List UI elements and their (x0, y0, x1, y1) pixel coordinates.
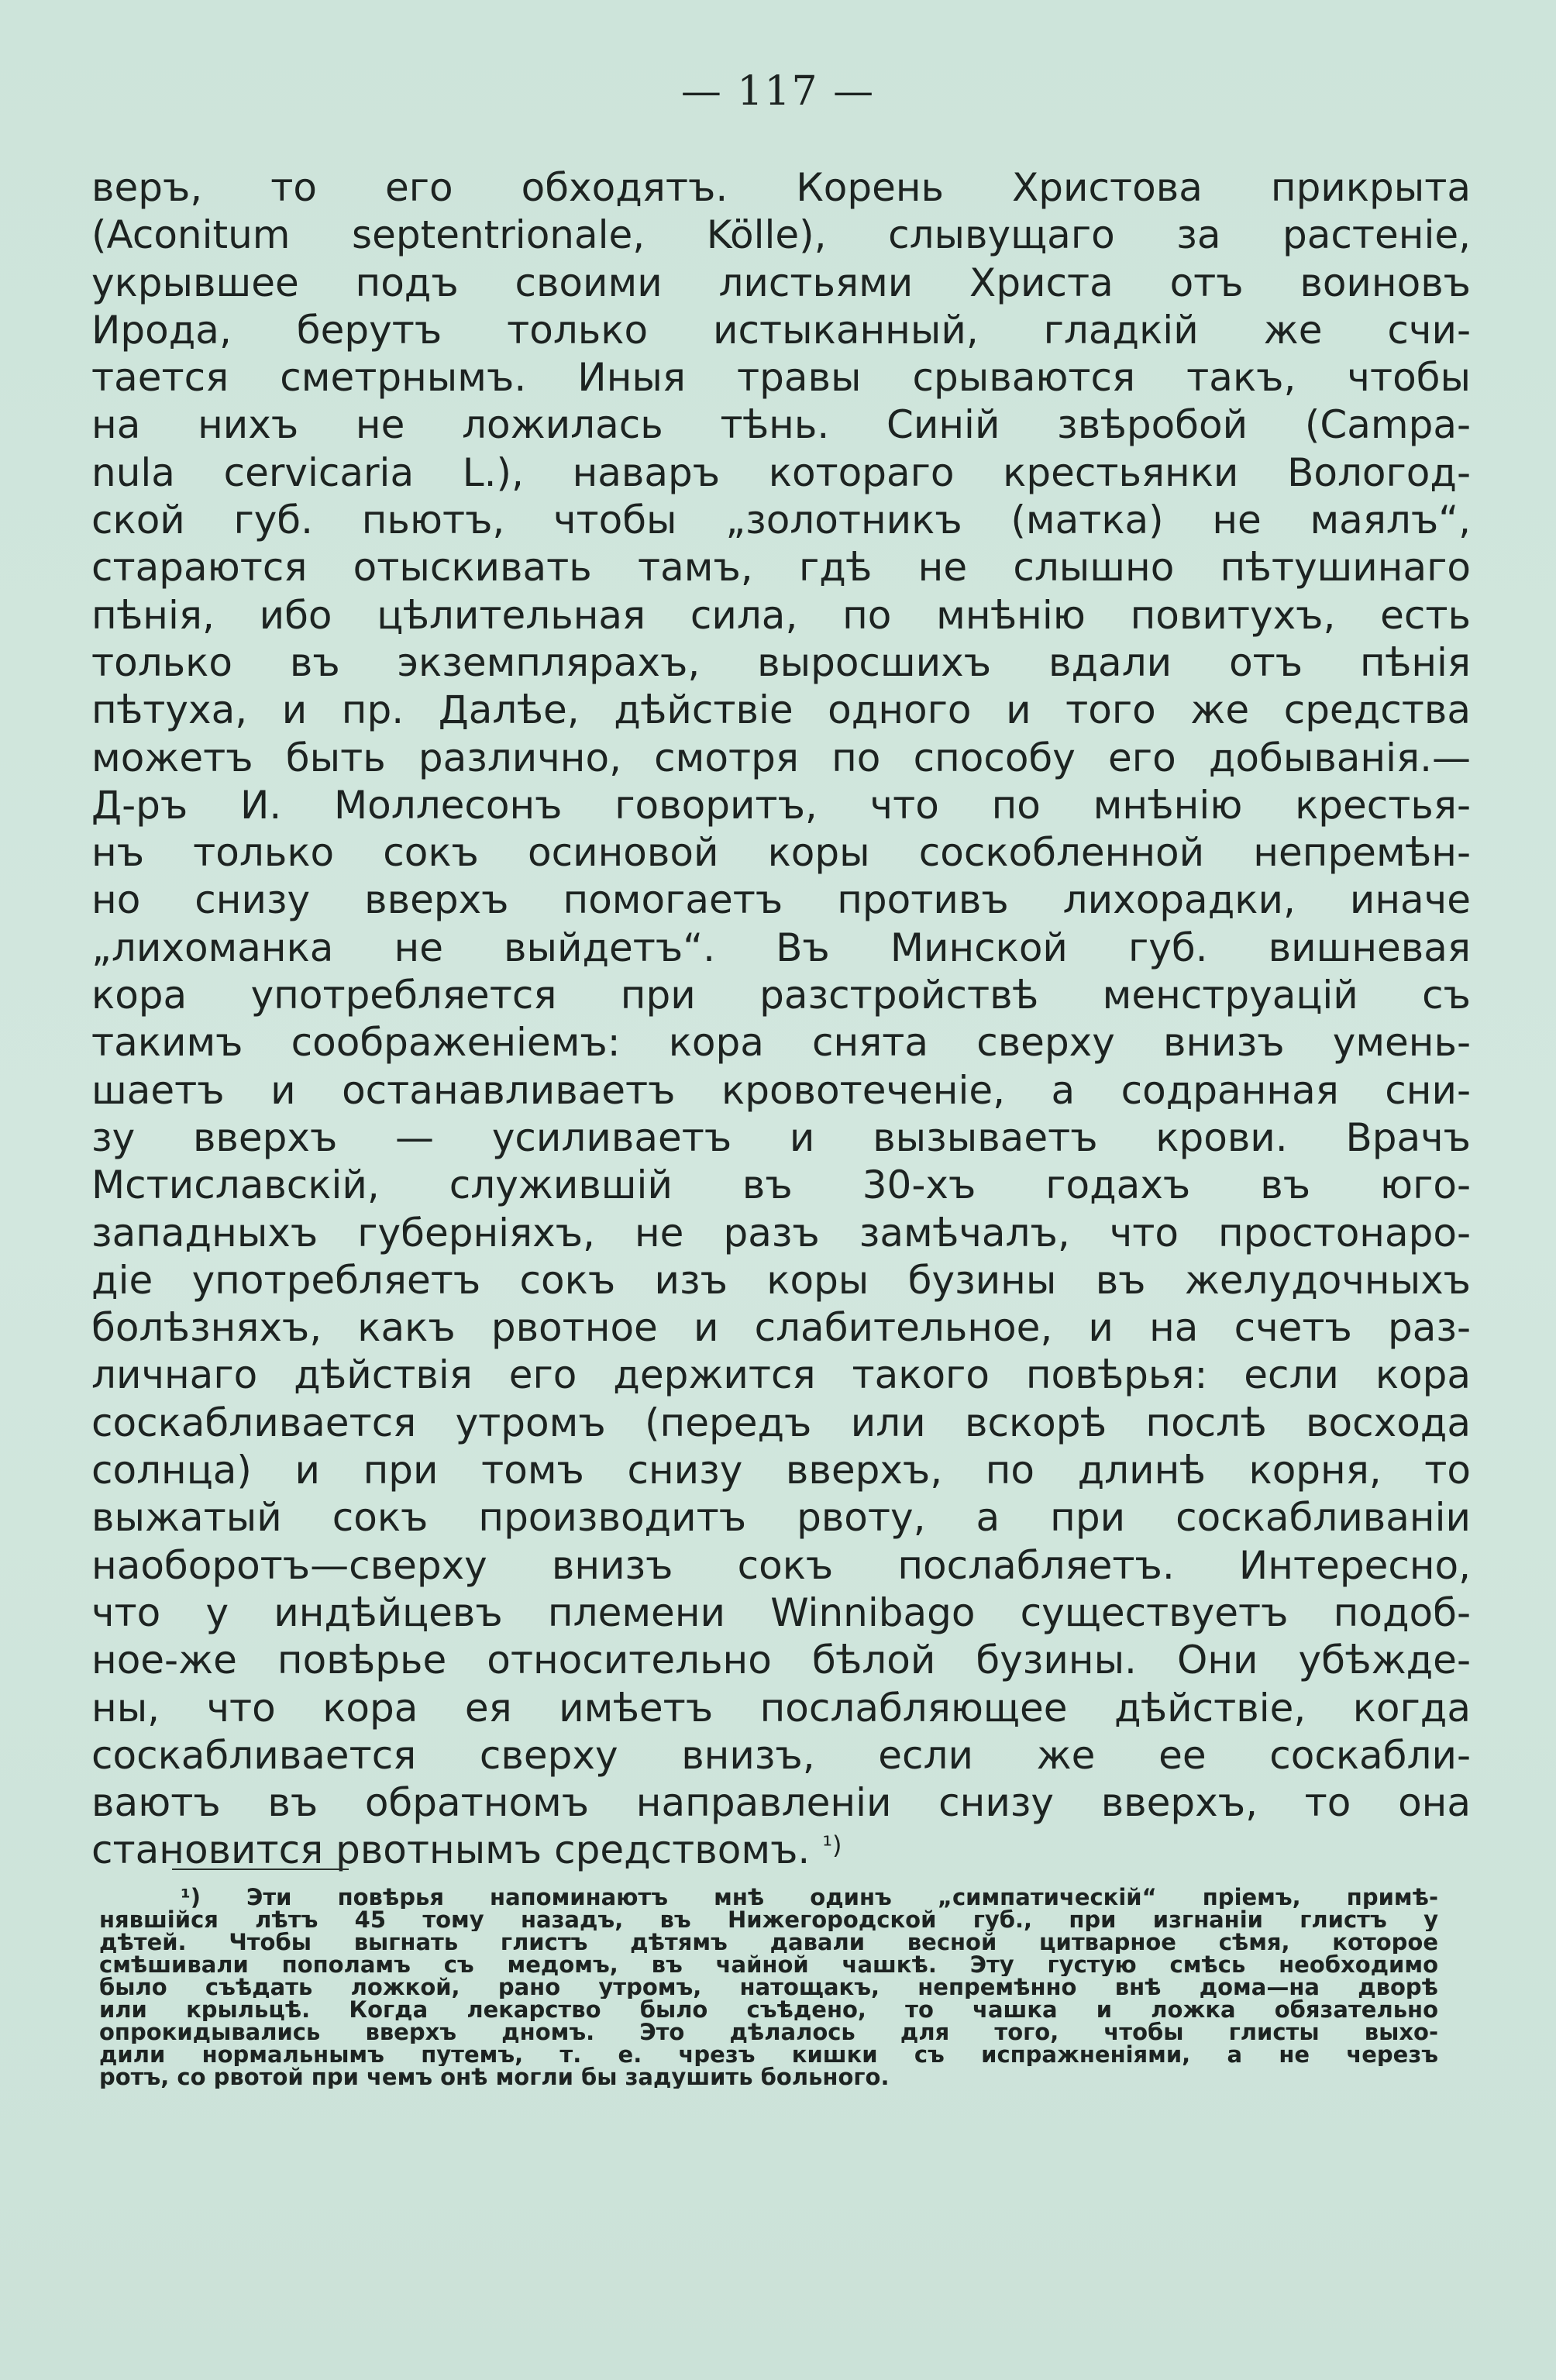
text-line: только въ экземплярахъ, выросшихъ вдали отъ пѣнія (91, 639, 1471, 685)
text-line: ное-же повѣрье относительно бѣлой бузины. Они убѣжде- (91, 1638, 1471, 1683)
text-line: ской губ. пьютъ, чтобы „золотникъ (матка) не маялъ“, (91, 498, 1471, 543)
text-line: стараются отыскивать тамъ, гдѣ не слышно пѣтушинаго (91, 545, 1471, 591)
text-line: такимъ соображеніемъ: кора снята сверху внизъ умень- (91, 1020, 1471, 1066)
text-line: зу вверхъ — усиливаетъ и вызываетъ крови. Врачъ (91, 1114, 1471, 1160)
text-line: тается сметрнымъ. Иныя травы срываются такъ, чтобы (91, 355, 1471, 401)
text-line: солнца) и при томъ снизу вверхъ, по длинѣ корня, то (91, 1448, 1471, 1493)
text-line: Ирода, берутъ только истыканный, гладкій же счи- (91, 307, 1471, 353)
text-line: соскабливается утромъ (передъ или вскорѣ послѣ восхода (91, 1400, 1471, 1445)
text-line: что у индѣйцевъ племени Winnibago существуетъ подоб- (91, 1590, 1471, 1635)
text-line: нъ только сокъ осиновой коры соскобленной непремѣн- (91, 830, 1471, 876)
footnote-line: дѣтей. Чтобы выгнать глистъ дѣтямъ давали весной цитварное сѣмя, которое (99, 1931, 1438, 1954)
text-line: пѣнія, ибо цѣлительная сила, по мнѣнію повитухъ, есть (91, 592, 1471, 638)
text-line: но снизу вверхъ помогаетъ противъ лихорадки, иначе (91, 877, 1471, 923)
text-line: ны, что кора ея имѣетъ послабляющее дѣйствіе, когда (91, 1685, 1471, 1731)
footnote-line: ¹) Эти повѣрья напоминаютъ мнѣ одинъ „симпатическій“ пріемъ, примѣ- (181, 1886, 1438, 1909)
text-line: укрывшее подъ своими листьями Христа отъ воиновъ (91, 260, 1471, 305)
main-text (91, 164, 1471, 1875)
text-line: соскабливается сверху внизъ, если же ее соскабли- (91, 1732, 1471, 1778)
text-line: шаетъ и останавливаетъ кровотеченіе, а содранная сни- (91, 1067, 1471, 1113)
text-line: болѣзняхъ, какъ рвотное и слабительное, и на счетъ раз- (91, 1305, 1471, 1351)
footnote-line: дили нормальнымъ путемъ, т. е. чрезъ кишки съ испражненіями, а не черезъ (99, 2044, 1438, 2066)
footnote-line: смѣшивали пополамъ съ медомъ, въ чайной чашкѣ. Эту густую смѣсь необходимо (99, 1954, 1438, 1976)
text-line: пѣтуха, и пр. Далѣе, дѣйствіе одного и того же средства (91, 687, 1471, 733)
text-line: Мстиславскій, служившій въ 30-хъ годахъ въ юго- (91, 1162, 1471, 1208)
text-line: можетъ быть различно, смотря по способу его добыванія.— (91, 735, 1471, 780)
text-line: личнаго дѣйствія его держится такого повѣрья: если кора (91, 1352, 1471, 1398)
text-line-last (91, 1827, 1471, 1874)
footnote-line: или крыльцѣ. Когда лекарство было съѣдено, то чашка и ложка обязательно (99, 1999, 1438, 2021)
text-line: на нихъ не ложилась тѣнь. Синій звѣробой (Campa- (91, 402, 1471, 448)
footnote-line: нявшійся лѣтъ 45 тому назадъ, въ Нижегородской губ., при изгнаніи глистъ у (99, 1909, 1438, 1931)
footnote-reference[interactable]: ¹) (822, 1831, 842, 1861)
text-line: выжатый сокъ производитъ рвоту, а при соскабливаніи (91, 1495, 1471, 1541)
footnote-line: было съѣдать ложкой, рано утромъ, натощакъ, непремѣнно внѣ дома—на дворѣ (99, 1976, 1438, 1999)
text-line: діе употребляетъ сокъ изъ коры бузины въ желудочныхъ (91, 1257, 1471, 1303)
text-line-last-content: становится рвотнымъ средствомъ. (91, 1827, 811, 1873)
page-number: — 117 — (680, 68, 876, 115)
text-line: nula cervicaria L.), наваръ котораго крестьянки Вологод- (91, 449, 1471, 495)
text-line: „лихоманка не выйдетъ“. Въ Минской губ. вишневая (91, 925, 1471, 970)
text-line: (Aconitum septentrionale, Kölle), слывущаго за растеніе, (91, 212, 1471, 258)
text-line: Д-ръ И. Моллесонъ говоритъ, что по мнѣнію крестья- (91, 782, 1471, 828)
text-line: наоборотъ—сверху внизъ сокъ послабляетъ. Интересно, (91, 1542, 1471, 1588)
footnote-line: ротъ, со рвотой при чемъ онѣ могли бы задушить больного. (99, 2066, 890, 2089)
text-line: кора употребляется при разстройствѣ менструацій съ (91, 973, 1471, 1018)
text-line: западныхъ губерніяхъ, не разъ замѣчалъ, что простонаро- (91, 1210, 1471, 1255)
footnote-line: опрокидывались вверхъ дномъ. Это дѣлалось для того, чтобы глисты выхо- (99, 2021, 1438, 2044)
text-line: веръ, то его обходятъ. Корень Христова прикрыта (91, 165, 1471, 210)
text-line: ваютъ въ обратномъ направленіи снизу вверхъ, то она (91, 1780, 1471, 1826)
footnote-divider (172, 1869, 349, 1870)
footnote (99, 1886, 1438, 2089)
